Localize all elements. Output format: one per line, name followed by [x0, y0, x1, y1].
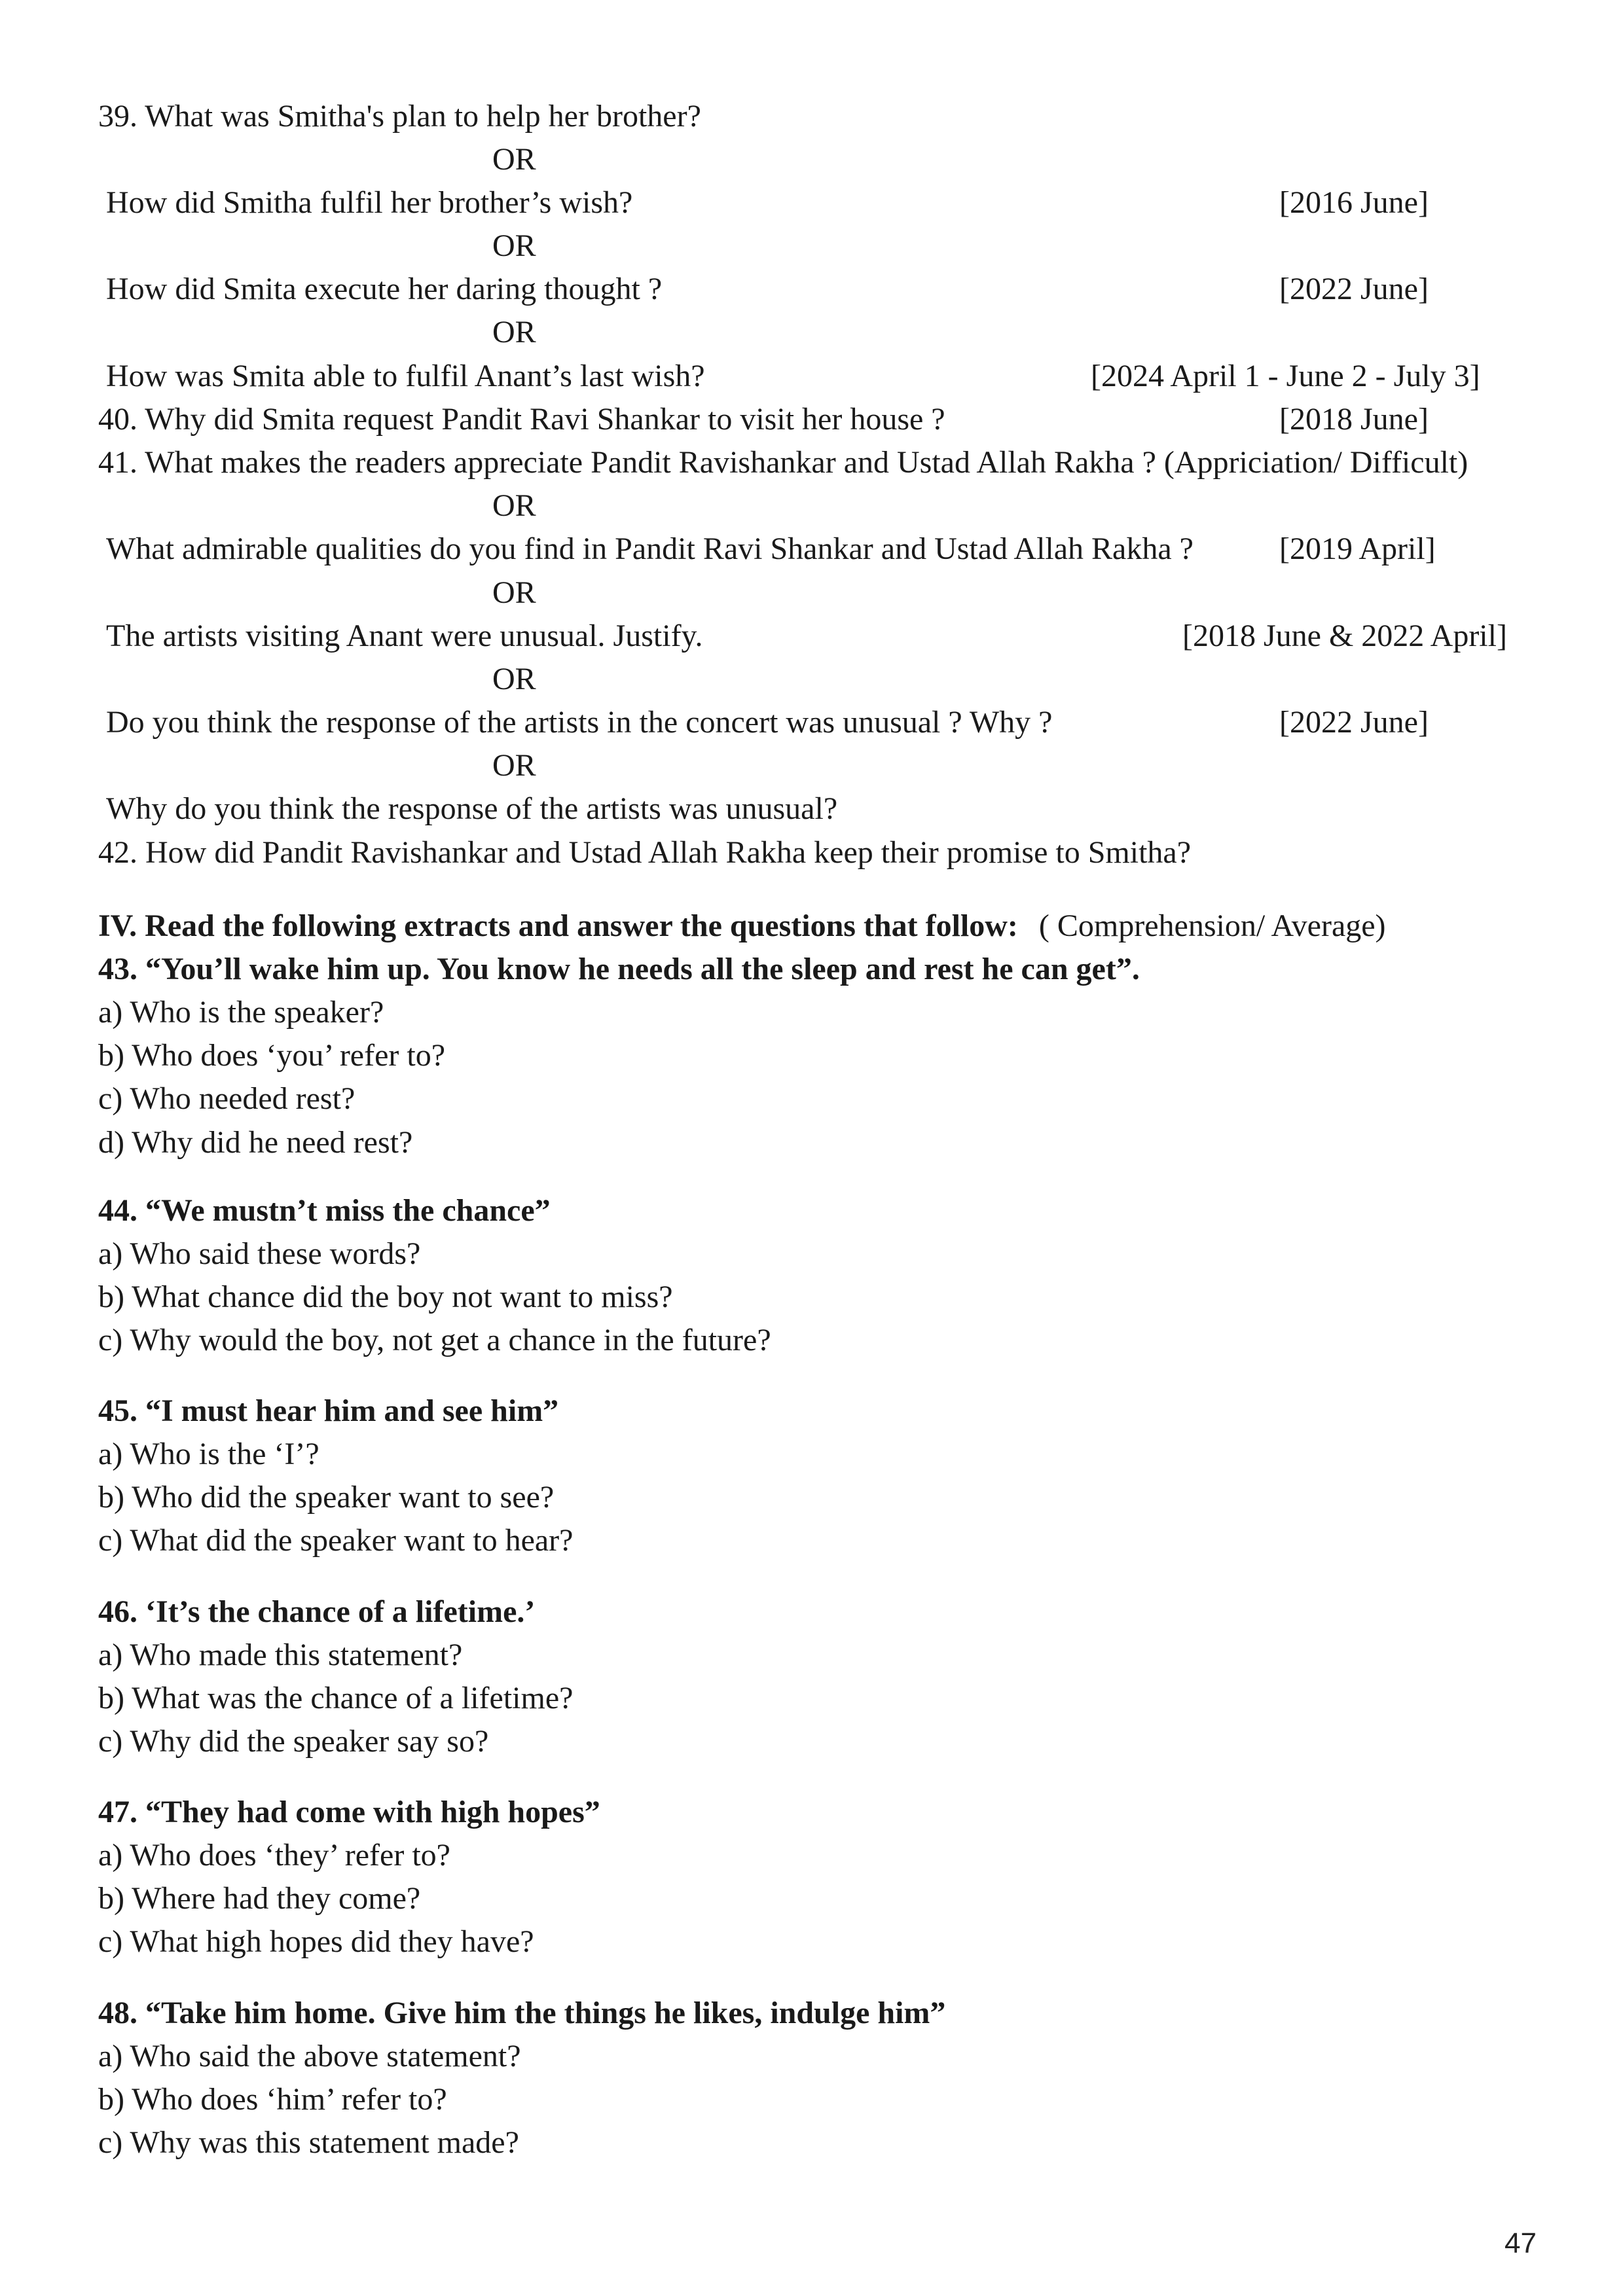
or-separator: OR: [492, 488, 536, 523]
question-42: 42. How did Pandit Ravishankar and Ustad Allah Rakha keep their promise to Smitha?: [98, 835, 1192, 870]
extract-45-item-c: c) What did the speaker want to hear?: [98, 1523, 574, 1558]
extract-44-title: 44. “We mustn’t miss the chance”: [98, 1193, 551, 1228]
exam-tag: [2019 April]: [1279, 531, 1436, 566]
question-41-alt-3: Do you think the response of the artists in the concert was unusual ? Why ?: [106, 705, 1053, 740]
extract-47-title: 47. “They had come with high hopes”: [98, 1795, 600, 1829]
question-41-alt-4: Why do you think the response of the artists was unusual?: [106, 791, 838, 826]
extract-47-item-c: c) What high hopes did they have?: [98, 1924, 534, 1959]
exam-tag: [2016 June]: [1279, 185, 1429, 220]
question-41: 41. What makes the readers appreciate Pandit Ravishankar and Ustad Allah Rakha ? (Appriciation/ Difficult): [98, 445, 1468, 480]
exam-tag: [2018 June]: [1279, 402, 1429, 437]
extract-43-item-b: b) Who does ‘you’ refer to?: [98, 1038, 446, 1073]
extract-48-item-a: a) Who said the above statement?: [98, 2039, 521, 2073]
or-separator: OR: [492, 228, 536, 263]
extract-45-item-a: a) Who is the ‘I’?: [98, 1437, 319, 1471]
question-39-alt-3: How was Smita able to fulfil Anant’s last wish?: [106, 359, 705, 393]
question-40: 40. Why did Smita request Pandit Ravi Shankar to visit her house ?: [98, 402, 945, 437]
extract-43-item-c: c) Who needed rest?: [98, 1081, 356, 1116]
extract-48-item-c: c) Why was this statement made?: [98, 2125, 519, 2160]
extract-47-item-a: a) Who does ‘they’ refer to?: [98, 1838, 450, 1873]
or-separator: OR: [492, 748, 536, 783]
extract-45-title: 45. “I must hear him and see him”: [98, 1393, 559, 1428]
question-41-alt-2: The artists visiting Anant were unusual. Justify.: [106, 619, 703, 653]
extract-43-item-d: d) Why did he need rest?: [98, 1125, 413, 1160]
or-separator: OR: [492, 315, 536, 350]
exam-tag: [2022 June]: [1279, 272, 1429, 306]
question-39: 39. What was Smitha's plan to help her brother?: [98, 99, 701, 134]
extract-43-item-a: a) Who is the speaker?: [98, 995, 384, 1030]
extract-47-item-b: b) Where had they come?: [98, 1881, 421, 1916]
section-heading: [98, 906, 1386, 946]
extract-46-item-a: a) Who made this statement?: [98, 1638, 463, 1672]
or-separator: OR: [492, 662, 536, 696]
extract-44-item-a: a) Who said these words?: [98, 1236, 421, 1271]
extract-48-title: 48. “Take him home. Give him the things he likes, indulge him”: [98, 1996, 946, 2030]
or-separator: OR: [492, 142, 536, 177]
extract-44-item-b: b) What chance did the boy not want to miss?: [98, 1280, 673, 1314]
exam-tag: [2024 April 1 - June 2 - July 3]: [1091, 359, 1480, 393]
section-heading-text: IV. Read the following extracts and answer the questions that follow:: [98, 908, 1018, 943]
extract-46-item-c: c) Why did the speaker say so?: [98, 1724, 489, 1759]
page-number: 47: [1504, 2227, 1537, 2259]
extract-46-title: 46. ‘It’s the chance of a lifetime.’: [98, 1594, 536, 1629]
question-39-alt-1: How did Smitha fulfil her brother’s wish?: [106, 185, 633, 220]
exam-tag: [2022 June]: [1279, 705, 1429, 740]
extract-43-title: 43. “You’ll wake him up. You know he needs all the sleep and rest he can get”.: [98, 952, 1140, 986]
extract-48-item-b: b) Who does ‘him’ refer to?: [98, 2082, 447, 2117]
question-41-alt-1: What admirable qualities do you find in Pandit Ravi Shankar and Ustad Allah Rakha ?: [106, 531, 1194, 566]
exam-tag: [2018 June & 2022 April]: [1182, 619, 1507, 653]
extract-46-item-b: b) What was the chance of a lifetime?: [98, 1681, 574, 1715]
or-separator: OR: [492, 575, 536, 610]
section-difficulty-note: ( Comprehension/ Average): [1038, 908, 1386, 943]
extract-44-item-c: c) Why would the boy, not get a chance in the future?: [98, 1323, 771, 1357]
extract-45-item-b: b) Who did the speaker want to see?: [98, 1480, 555, 1515]
question-39-alt-2: How did Smita execute her daring thought ?: [106, 272, 663, 306]
